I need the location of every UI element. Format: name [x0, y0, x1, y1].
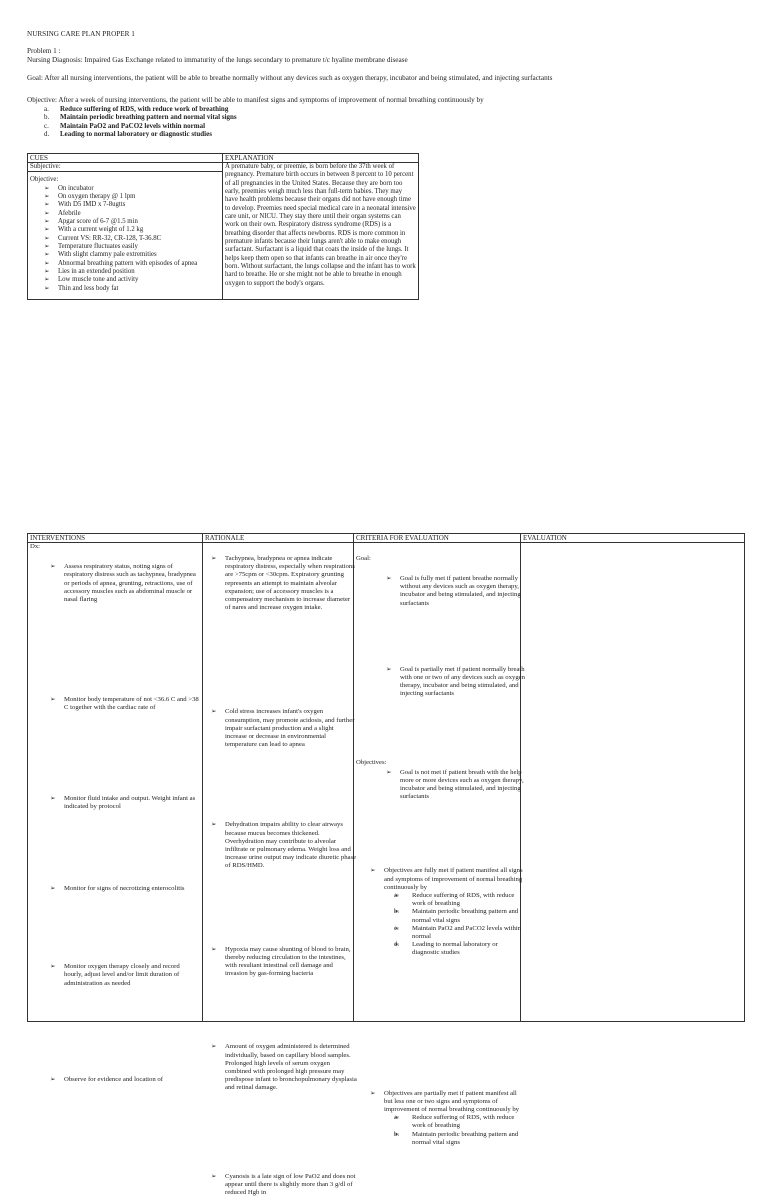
explanation-cell: A premature baby, or preemie, is born before the 37th week of pregnancy. Premature birth occurs in between 8 percent to 10 percent of all pregnancies in the United States. Because they are born too early, preemies weigh much less than full-term babies. They may have health problems because their organs did not have enough time to develop. Preemies need special medical care in a neonatal intensive care unit, or NICU. They stay there until their organ systems can work on their own. Respiratory distress syndrome (RDS) is a breathing disorder that affects newborns. RDS is more common in premature infants because their lungs aren't able to make enough surfactant. Surfactant is a liquid that coats the inside of the lungs. It helps keep them open so that infants can breathe in air once they're born. Without surfactant, the lungs collapse and the infant has to work hard to breathe. He or she might not be able to breathe in enough oxygen to support the body's organs.	[223, 163, 419, 300]
care-plan-table	[27, 533, 745, 1197]
care-plan-title: NURSING CARE PLAN PROPER 1	[27, 30, 135, 38]
explanation-header: EXPLANATION	[223, 154, 419, 163]
interventions-cell	[28, 543, 203, 1083]
dx-label: Dx:	[30, 543, 41, 550]
criteria-partial-sublist	[384, 1114, 526, 1147]
interventions-list	[30, 551, 200, 1083]
objective-label: Objective:	[30, 176, 59, 184]
cue-item: ➢ With slight clammy pale extremities	[44, 251, 220, 259]
cue-item: ➢ With D5 IMD x 7-8ugtts	[44, 201, 220, 209]
objective-item: d. Leading to normal laboratory or diagnostic studies	[44, 129, 212, 138]
criteria-sub-item: ➢ b. Maintain periodic breathing pattern and normal vital signs	[394, 908, 526, 924]
evaluation-cell	[521, 543, 745, 1022]
objective-item: b. Maintain periodic breathing pattern and normal vital signs	[44, 113, 237, 122]
criteria-sub-item: ➢ a. Reduce suffering of RDS, with reduce work of breathing	[394, 892, 526, 908]
criteria-objective-partial: ➢ Objectives are partially met if patient manifest all but less one or two signs and symptoms of improvement of normal breathing continuously by ➢ a. Reduce suffering of RDS, with reduce work of breathing ➢ b. Maintain periodic breathing pattern and normal vital signs	[370, 1090, 526, 1147]
cues-table	[27, 153, 419, 300]
objective-item: c. Maintain PaO2 and PaCO2 levels within normal	[44, 121, 206, 130]
rationale-item: ➢ Tachypnea, bradypnea or apnea indicate respiratory distress, especially when respirations are >75cpm or <30cpm. Expiratory grunting represents an attempt to maintain alveolar expansion; use of accessory muscles is a compensatory mechanism to increase diameter of nares and increase oxygen intake.	[211, 555, 357, 612]
criteria-header: CRITERIA FOR EVALUATION	[354, 534, 521, 543]
cue-item: ➢ Apgar score of 6-7 @1.5 min	[44, 218, 220, 226]
criteria-cell	[354, 543, 525, 1146]
objective-item: a. Reduce suffering of RDS, with reduce work of breathing	[44, 105, 229, 113]
intervention-item: ➢ Monitor for signs of necrotizing enterocolitis	[50, 885, 199, 893]
rationale-item: ➢ Cold stress increases infant's oxygen consumption, may promote acidosis, and further impair surfactant production and a slight increase or decrease in environmental temperature can lead to apnea	[211, 708, 357, 749]
cue-item: ➢ Current VS: RR-32, CR-128, T-36.8C	[44, 235, 220, 243]
criteria-full-sublist	[384, 892, 526, 958]
rationale-header: RATIONALE	[203, 534, 354, 543]
cue-item: ➢ Low muscle tone and activity	[44, 276, 220, 284]
criteria-sub-item: ➢ a. Reduce suffering of RDS, with reduce work of breathing	[394, 1114, 526, 1130]
cue-item: ➢ Abnormal breathing pattern with episodes of apnea	[44, 260, 220, 268]
diagnosis-text: : Impaired Gas Exchange related to immaturity of the lungs secondary to premature t/c hyaline membrane disease	[80, 56, 408, 64]
criteria-goal-item: ➢ Goal is partially met if patient normally breath with one or two of any devices such as oxygen therapy, incubator and being stimulated, and injecting surfactants	[386, 666, 525, 699]
cue-item: ➢ Temperature fluctuates easily	[44, 243, 220, 251]
evaluation-header: EVALUATION	[521, 534, 745, 543]
rationale-item: ➢ Hypoxia may cause shunting of blood to brain, thereby reducing circulation to the intestines, with resultant intestinal cell damage and invasion by gas-forming bacteria	[211, 946, 357, 979]
criteria-goal-item: ➢ Goal is not met if patient breath with the help more or more devices such as oxygen therapy, incubator and being stimulated, and injecting surfactants	[386, 769, 525, 802]
problem-label: Problem 1 :	[27, 47, 61, 55]
rationale-item: ➢ Cyanosis is a late sign of low PaO2 and does not appear until there is slightly more than 3 g/dl of reduced Hgb in	[211, 1173, 357, 1197]
intervention-item: ➢ Monitor fluid intake and output. Weight infant as indicated by protocol	[50, 795, 199, 811]
interventions-header: INTERVENTIONS	[28, 534, 203, 543]
criteria-goal-label: Goal:	[356, 555, 371, 562]
nursing-diagnosis	[27, 56, 408, 65]
diagnosis-label: Nursing Diagnosis	[27, 56, 81, 64]
intervention-item: ➢ Observe for evidence and location of	[50, 1076, 199, 1084]
cues-header: CUES	[28, 154, 223, 163]
subjective-label: Subjective:	[28, 163, 222, 172]
criteria-objectives-label: Objectives:	[356, 759, 387, 766]
criteria-sub-item: ➢ d. Leading to normal laboratory or diagnostic studies	[394, 941, 526, 957]
cue-item: ➢ On oxygen therapy @ 1 lpm	[44, 193, 220, 201]
rationale-item: ➢ Dehydration impairs ability to clear airways because mucus becomes thickened. Overhydration may contribute to alveolar infiltrate or pulmonary edema. Weight loss and increase urine output may indicate diuretic phase of RDS/HMD.	[211, 821, 357, 870]
cue-item: ➢ Afebrile	[44, 210, 220, 218]
objective-intro: Objective: After a week of nursing interventions, the patient will be able to manifest signs and symptoms of improvement of normal breathing continuously by	[27, 96, 484, 104]
intervention-item: ➢ Assess respiratory status, noting signs of respiratory distress such as tachypnea, bradypnea or periods of apnea, grunting, retractions, use of accessory muscles such as abdominal muscle or nasal flaring	[50, 563, 199, 604]
criteria-goal-item: ➢ Goal is fully met if patient breathe normally without any devices such as oxygen therapy, incubator and being stimulated, and injecting surfactants	[386, 575, 525, 608]
intervention-item: ➢ Monitor body temperature of not <36.6 C and >38 C together with the cardiac rate of	[50, 696, 199, 712]
rationale-item: ➢ Amount of oxygen administered is determined individually, based on capillary blood samples. Prolonged high levels of serum oxygen combined with prolonged high pressure may predispose infant to bronchopulmonary dysplasia and retinal damage.	[211, 1043, 357, 1092]
rationale-list	[205, 543, 357, 1197]
cue-item: ➢ On incubator	[44, 185, 220, 193]
goal-statement: Goal: After all nursing interventions, the patient will be able to breathe normally without any devices such as oxygen therapy, incubator and being stimulated, and injecting surfactants	[27, 74, 553, 82]
objective-list	[44, 105, 237, 138]
cue-item: ➢ With a current weight of 1.2 kg	[44, 226, 220, 234]
criteria-sub-item: ➢ b. Maintain periodic breathing pattern and normal vital signs	[394, 1131, 526, 1147]
cues-list	[30, 185, 220, 293]
criteria-objective-full: ➢ Objectives are fully met if patient manifest all signs and symptoms of improvement of normal breathing continuously by ➢ a. Reduce suffering of RDS, with reduce work of breathing ➢ b. Maintain periodic breathing pattern and normal vital signs ➢ c. Maintain PaO2 and PaCO2 levels within normal ➢ d. Leading to normal laboratory or diagnostic studies	[370, 867, 526, 957]
cues-cell	[28, 163, 223, 300]
cue-item: ➢ Thin and less body fat	[44, 285, 220, 293]
rationale-cell	[203, 543, 357, 1197]
cue-item: ➢ Lies in an extended position	[44, 268, 220, 276]
criteria-sub-item: ➢ c. Maintain PaO2 and PaCO2 levels within normal	[394, 925, 526, 941]
intervention-item: ➢ Monitor oxygen therapy closely and record hourly, adjust level and/or limit duration of administration as needed	[50, 963, 199, 988]
